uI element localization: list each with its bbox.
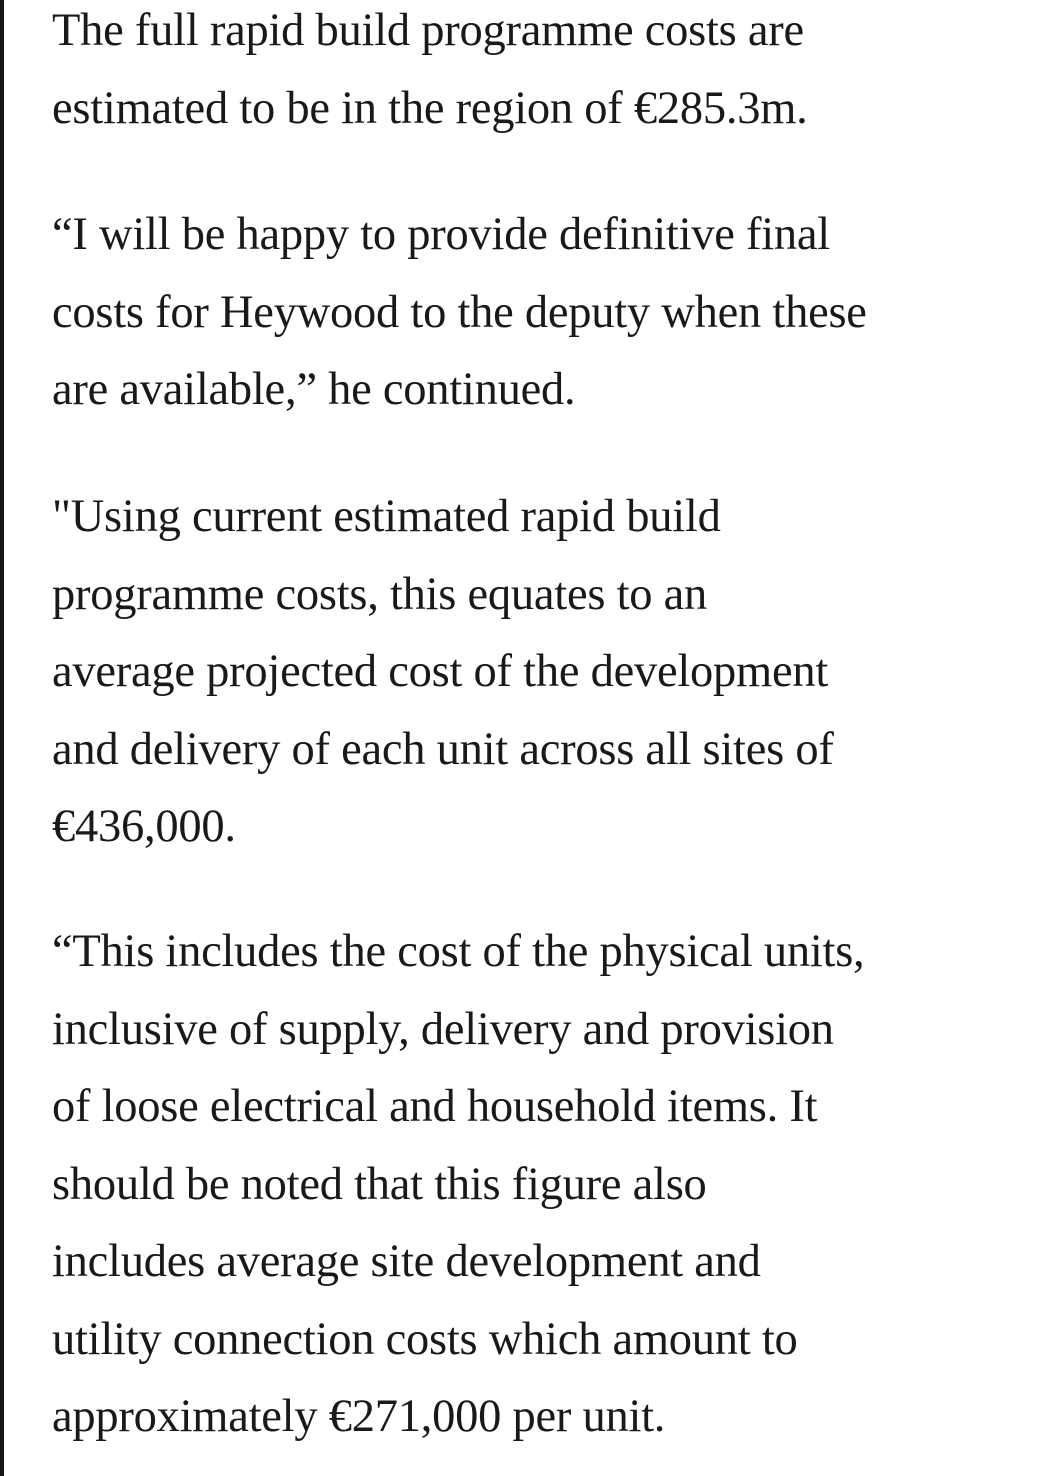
paragraph-cost-inclusions: “This includes the cost of the physical units, inclusive of supply, delivery and provision of loose electrical and household items. It should be noted that this figure also includes average site development and utility connection costs which amount to approximately €271,000 per unit.	[52, 926, 865, 1442]
paragraph-heywood-costs-quote: “I will be happy to provide definitive final costs for Heywood to the deputy when these are available,” he continued.	[52, 209, 867, 415]
left-edge-border	[0, 0, 4, 1476]
paragraph-programme-cost: The full rapid build programme costs are estimated to be in the region of €285.3m.	[52, 5, 808, 134]
paragraph-average-unit-cost: "Using current estimated rapid build programme costs, this equates to an average projected cost of the development and delivery of each unit across all sites of €436,000.	[52, 491, 834, 852]
